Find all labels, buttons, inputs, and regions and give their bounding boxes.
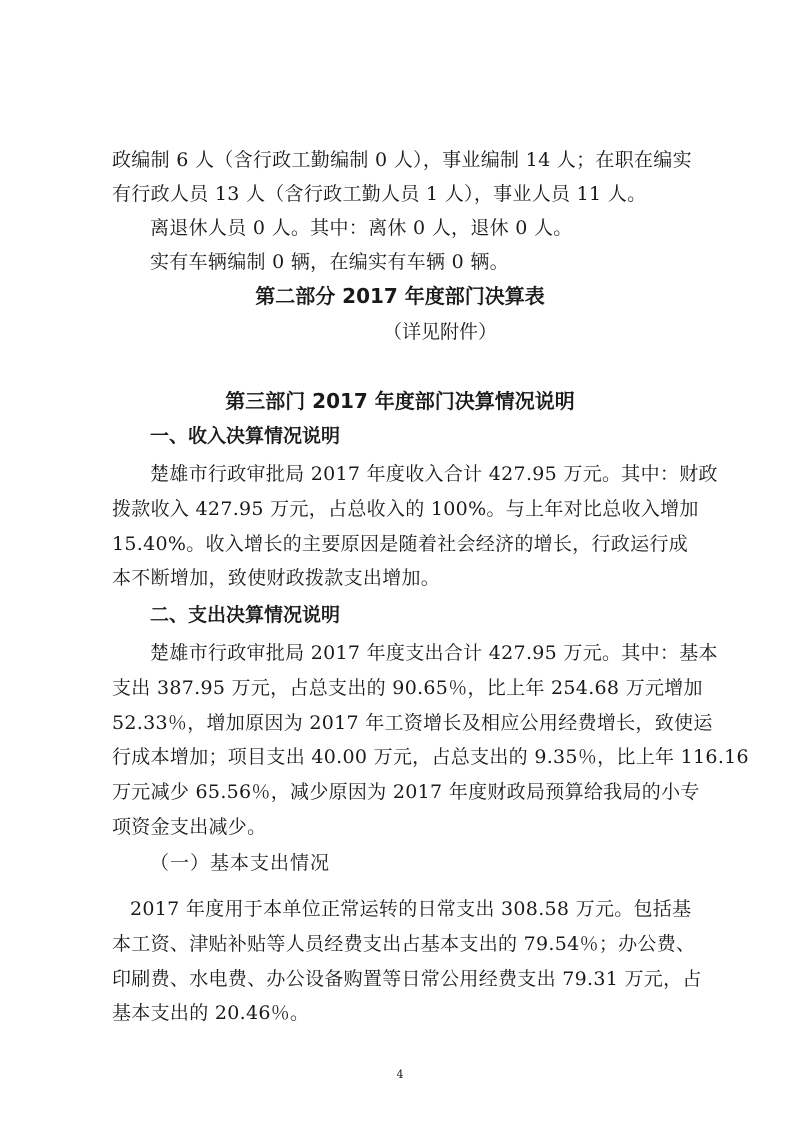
expense-line-2: 支出 387.95 万元，占总支出的 90.65％，比上年 254.68 万元增加	[112, 677, 703, 699]
intro-line-1: 政编制 6 人（含行政工勤编制 0 人），事业编制 14 人；在职在编实	[112, 149, 692, 171]
intro-line-3: 离退休人员 0 人。其中：离休 0 人，退休 0 人。	[150, 217, 573, 239]
expense-line-1: 楚雄市行政审批局 2017 年度支出合计 427.95 万元。其中：基本	[150, 642, 718, 664]
intro-line-4: 实有车辆编制 0 辆，在编实有车辆 0 辆。	[150, 251, 509, 273]
income-heading: 一、收入决算情况说明	[150, 425, 341, 447]
expense-line-4: 行成本增加；项目支出 40.00 万元，占总支出的 9.35％，比上年 116.16	[112, 746, 749, 768]
income-line-1: 楚雄市行政审批局 2017 年度收入合计 427.95 万元。其中：财政	[150, 463, 718, 485]
basic-heading: （一）基本支出情况	[150, 852, 331, 874]
income-line-4: 本不断增加，致使财政拨款支出增加。	[112, 567, 441, 589]
page-number: 4	[396, 1068, 404, 1081]
basic-line-3: 印刷费、水电费、办公设备购置等日常公用经费支出 79.31 万元，占	[112, 968, 702, 990]
income-line-3: 15.40%。收入增长的主要原因是随着社会经济的增长，行政运行成	[112, 533, 689, 555]
expense-line-5: 万元减少 65.56％，减少原因为 2017 年度财政局预算给我局的小专	[112, 781, 700, 803]
income-line-2: 拨款收入 427.95 万元，占总收入的 100%。与上年对比总收入增加	[112, 498, 699, 520]
basic-line-4: 基本支出的 20.46％。	[112, 1002, 310, 1024]
part2-subtitle: （详见附件）	[382, 321, 497, 343]
expense-line-6: 项资金支出减少。	[112, 816, 267, 838]
basic-line-2: 本工资、津贴补贴等人员经费支出占基本支出的 79.54％；办公费、	[112, 933, 696, 955]
part3-title: 第三部门 2017 年度部门决算情况说明	[225, 389, 575, 413]
part2-title: 第二部分 2017 年度部门决算表	[255, 284, 545, 308]
intro-line-2: 有行政人员 13 人（含行政工勤人员 1 人），事业人员 11 人。	[112, 183, 647, 205]
expense-heading: 二、支出决算情况说明	[150, 604, 341, 626]
expense-line-3: 52.33％，增加原因为 2017 年工资增长及相应公用经费增长，致使运	[112, 712, 713, 734]
basic-line-1: 2017 年度用于本单位正常运转的日常支出 308.58 万元。包括基	[130, 898, 692, 920]
